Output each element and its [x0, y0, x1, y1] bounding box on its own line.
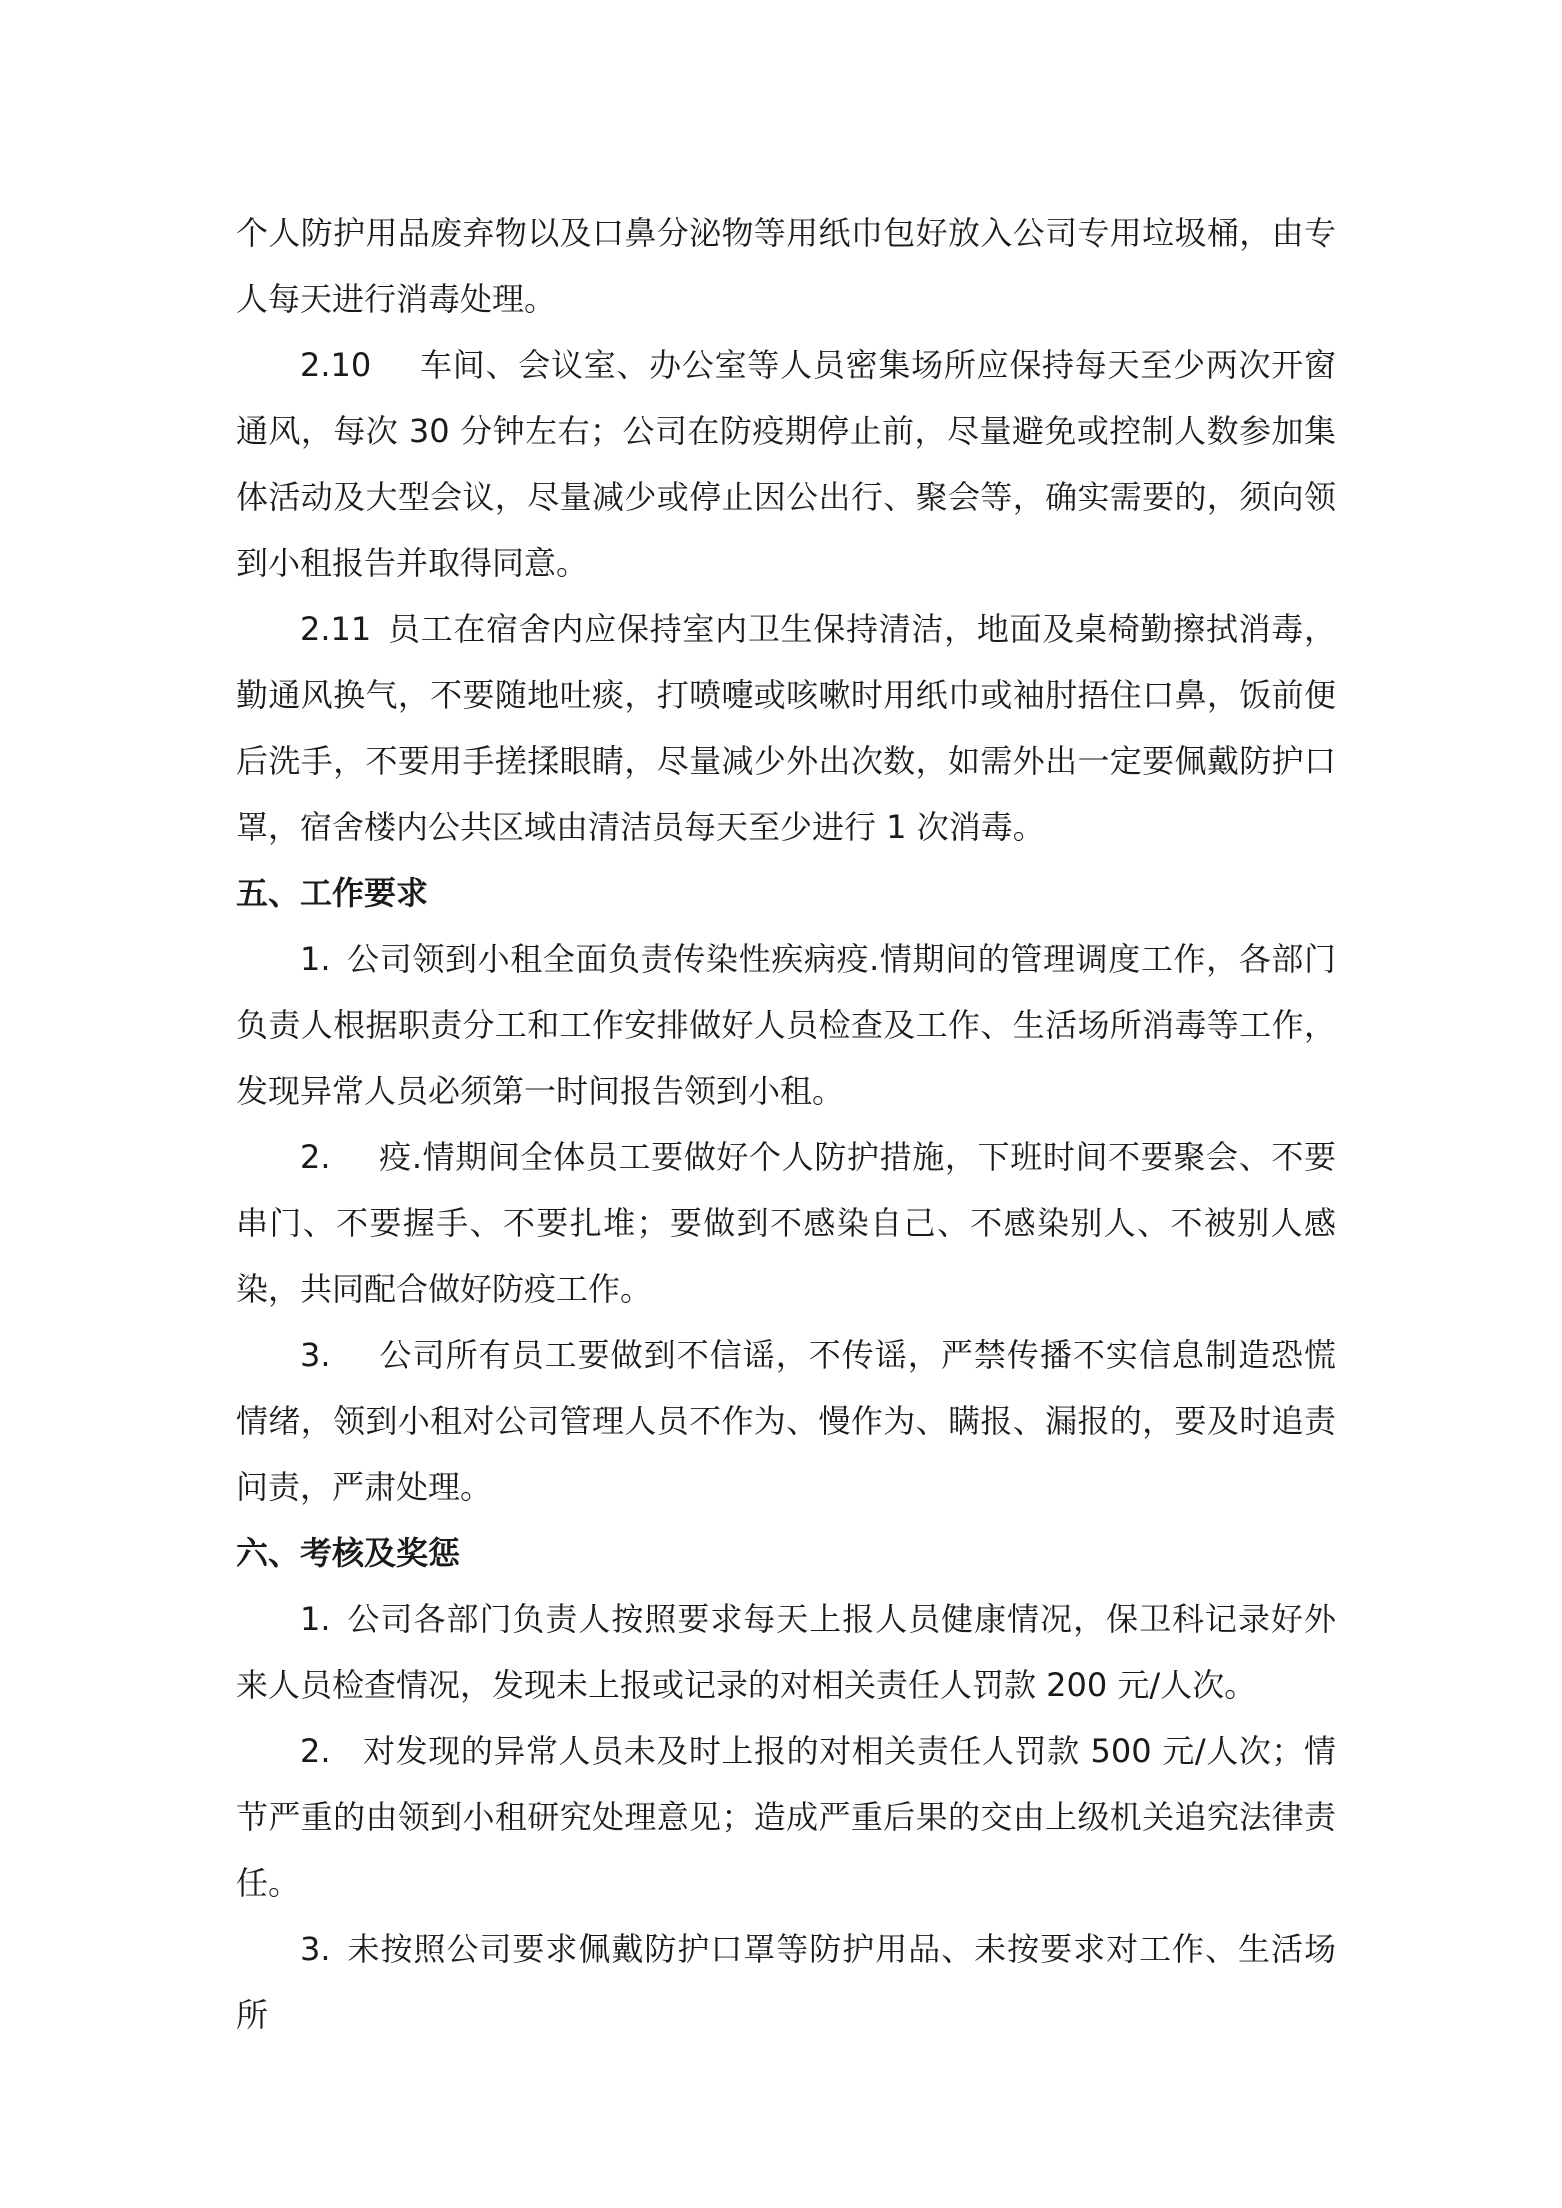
- item-text: 未按照公司要求佩戴防护口罩等防护用品、未按要求对工作、生活场所: [236, 1930, 1336, 2034]
- item-text: 公司所有员工要做到不信谣，不传谣，严禁传播不实信息制造恐慌情绪，领到小租对公司管理人员不作为、慢作为、瞒报、漏报的，要及时追责问责，严肃处理。: [236, 1336, 1336, 1506]
- paragraph-2-10: [236, 332, 1336, 596]
- section-heading-work-requirements: 五、工作要求: [236, 874, 429, 912]
- paragraph-2-11: [236, 596, 1336, 860]
- item-number: 3.: [300, 1930, 331, 1968]
- item-number: 3.: [300, 1336, 331, 1374]
- clause-text: 车间、会议室、办公室等人员密集场所应保持每天至少两次开窗通风，每次 30 分钟左右；公司在防疫期停止前，尽量避免或控制人数参加集体活动及大型会议，尽量减少或停止因公出行、聚会等，确实需要的，须向领到小租报告并取得同意。: [236, 346, 1336, 582]
- clause-number: 2.10: [300, 346, 372, 384]
- clause-text: 员工在宿舍内应保持室内卫生保持清洁，地面及桌椅勤擦拭消毒，勤通风换气，不要随地吐痰，打喷嚏或咳嗽时用纸巾或袖肘捂住口鼻，饭前便后洗手，不要用手搓揉眼睛，尽量减少外出次数，如需外出一定要佩戴防护口罩，宿舍楼内公共区域由清洁员每天至少进行 1 次消毒。: [236, 610, 1336, 846]
- item-number: 2.: [300, 1138, 331, 1176]
- item-text: 公司领到小租全面负责传染性疾病疫.情期间的管理调度工作，各部门负责人根据职责分工和工作安排做好人员检查及工作、生活场所消毒等工作，发现异常人员必须第一时间报告领到小租。: [236, 940, 1336, 1110]
- item-text: 疫.情期间全体员工要做好个人防护措施，下班时间不要聚会、不要串门、不要握手、不要扎堆；要做到不感染自己、不感染别人、不被别人感染，共同配合做好防疫工作。: [236, 1138, 1336, 1308]
- clause-number: 2.11: [300, 610, 372, 648]
- section5-item-3: [236, 1322, 1336, 1520]
- section6-item-2: [236, 1718, 1336, 1916]
- item-text: 对发现的异常人员未及时上报的对相关责任人罚款 500 元/人次；情节严重的由领到小租研究处理意见；造成严重后果的交由上级机关追究法律责任。: [236, 1732, 1336, 1902]
- paragraph-continuation: 个人防护用品废弃物以及口鼻分泌物等用纸巾包好放入公司专用垃圾桶，由专人每天进行消毒处理。: [236, 214, 1336, 318]
- item-number: 1.: [300, 1600, 331, 1638]
- document-body: [236, 200, 1336, 2048]
- section6-item-1: [236, 1586, 1336, 1718]
- item-number: 1.: [300, 940, 331, 978]
- section5-item-2: [236, 1124, 1336, 1322]
- section6-item-3: [236, 1916, 1336, 2048]
- section-heading-assessment: 六、考核及奖惩: [236, 1534, 461, 1572]
- item-text: 公司各部门负责人按照要求每天上报人员健康情况，保卫科记录好外来人员检查情况，发现未上报或记录的对相关责任人罚款 200 元/人次。: [236, 1600, 1336, 1704]
- section5-item-1: [236, 926, 1336, 1124]
- item-number: 2.: [300, 1732, 331, 1770]
